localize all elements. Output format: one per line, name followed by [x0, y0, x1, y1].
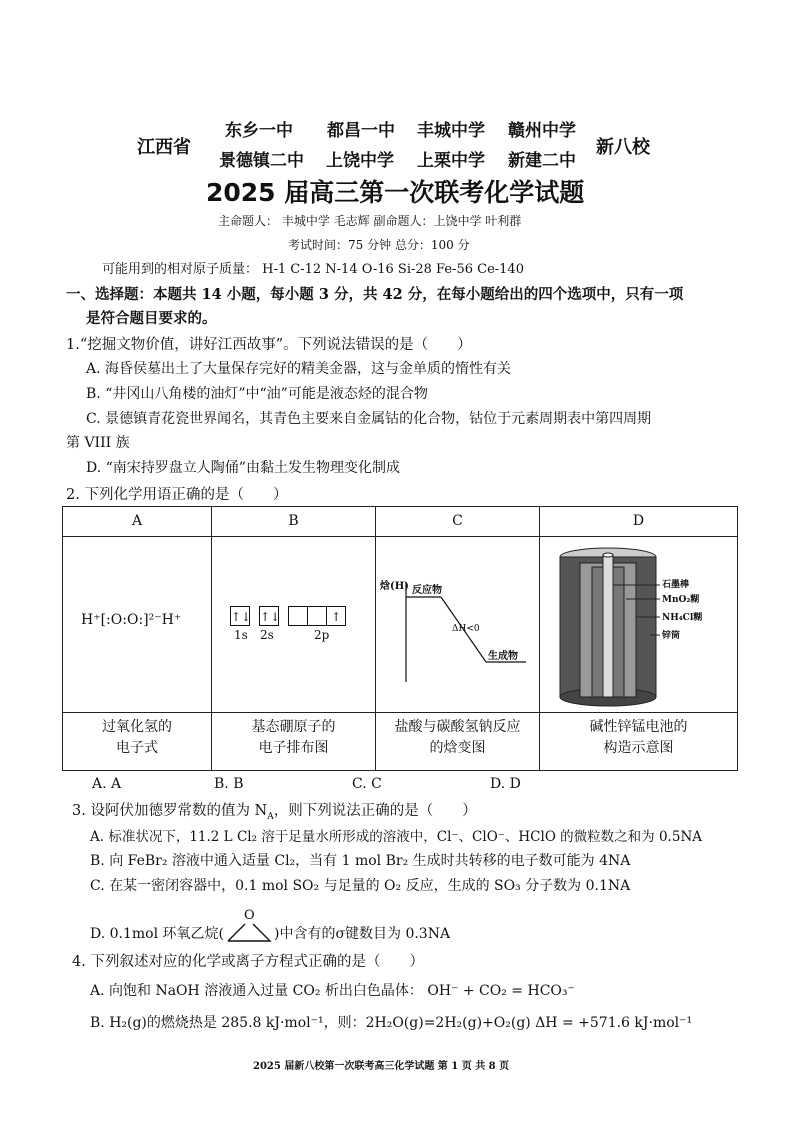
q2-answer-b: B. B — [214, 776, 244, 792]
label-1s: 1s — [234, 628, 248, 642]
school-3: 丰城中学 — [417, 121, 485, 141]
q2-figure-b — [212, 537, 376, 713]
orbital-2s: ↑↓ — [259, 606, 279, 626]
q2-caption-b — [212, 713, 376, 770]
section-heading-cont: 是符合题目要求的。 — [86, 310, 217, 327]
label-2p: 2p — [314, 628, 330, 642]
q3-option-d — [90, 908, 451, 944]
page-footer: 2025 届新八校第一次联考高三化学试题 第 1 页 共 8 页 — [253, 1061, 510, 1072]
nh4cl-paste-label: NH₄Cl糊 — [662, 613, 703, 623]
q3-option-c: C. 在某一密闭容器中，0.1 mol SO₂ 与足量的 O₂ 反应，生成的 SO₃ 分子数为 0.1NA — [90, 878, 631, 894]
q3-stem-sub: A — [267, 811, 274, 822]
q2-figure-d — [540, 537, 737, 713]
orbital-diagram — [230, 605, 346, 626]
enthalpy-axis-label: 焓(H) — [380, 581, 409, 592]
school-2: 都昌一中 — [327, 121, 395, 141]
q2-caption-d — [540, 713, 737, 770]
graphite-rod-label: 石墨棒 — [662, 580, 690, 590]
product-label: 生成物 — [488, 651, 518, 662]
q2-header-d: D — [540, 507, 737, 537]
q1-option-c-cont: 第 VIII 族 — [66, 435, 130, 451]
caption-b-line1: 基态硼原子的 — [251, 719, 336, 735]
q4-stem: 4. 下列叙述对应的化学或离子方程式正确的是（ ） — [72, 954, 424, 970]
caption-c-line1: 盐酸与碳酸氢钠反应 — [394, 719, 521, 735]
exam-info: 考试时间：75 分钟 总分：100 分 — [288, 238, 470, 252]
caption-a-line2: 电子式 — [116, 740, 158, 756]
q3-option-d-pre: D. 0.1mol 环氧乙烷( — [90, 926, 224, 942]
school-8: 新建二中 — [508, 151, 576, 171]
q2-caption-a — [63, 713, 212, 770]
battery-diagram — [540, 537, 737, 713]
alliance: 新八校 — [596, 137, 650, 158]
orbital-1s: ↑↓ — [230, 606, 250, 626]
school-5: 景德镇二中 — [219, 151, 304, 171]
q2-answer-c: C. C — [352, 776, 382, 792]
q2-figure-c — [376, 537, 540, 713]
caption-d-line2: 构造示意图 — [603, 740, 674, 756]
q3-option-d-post: )中含有的σ键数目为 0.3NA — [273, 926, 451, 942]
epoxide-structure — [224, 908, 274, 944]
atomic-masses: 可能用到的相对原子质量： H-1 C-12 N-14 O-16 Si-28 Fe-56 Ce-140 — [102, 262, 524, 277]
q2-answer-d: D. D — [490, 776, 521, 792]
q2-stem: 2. 下列化学用语正确的是（ ） — [66, 487, 288, 503]
q4-option-b: B. H₂(g)的燃烧热是 285.8 kJ·mol⁻¹，则：2H₂O(g)=2H₂(g)+O₂(g) ΔH = +571.6 kJ·mol⁻¹ — [90, 1015, 693, 1031]
q2-answer-a: A. A — [92, 776, 122, 792]
q3-option-a: A. 标准状况下，11.2 L Cl₂ 溶于足量水所形成的溶液中，Cl⁻、ClO⁻、HClO 的微粒数之和为 0.5NA — [90, 829, 703, 845]
orbital-2p-3: ↑ — [326, 606, 346, 626]
peroxide-formula: H⁺[:O:O:]²⁻H⁺ — [81, 612, 182, 628]
authors: 主命题人： 丰城中学 毛志辉 副命题人：上饶中学 叶利群 — [218, 214, 522, 228]
school-4: 赣州中学 — [508, 121, 576, 141]
section-heading: 一、选择题：本题共 14 小题，每小题 3 分，共 42 分，在每小题给出的四个选项中，只有一项 — [66, 286, 684, 303]
school-1: 东乡一中 — [225, 121, 293, 141]
caption-b-line2: 电子排布图 — [258, 740, 329, 756]
q1-option-a: A. 海昏侯墓出土了大量保存完好的精美金器，这与金单质的惰性有关 — [86, 361, 512, 377]
reactant-label: 反应物 — [412, 585, 442, 596]
province: 江西省 — [137, 137, 191, 158]
caption-c-line2: 的焓变图 — [429, 740, 486, 756]
q1-stem: 1.“挖掘文物价值，讲好江西故事”。下列说法错误的是（ ） — [66, 337, 472, 353]
q2-figure-a — [63, 537, 212, 713]
q3-option-b: B. 向 FeBr₂ 溶液中通入适量 Cl₂，当有 1 mol Br₂ 生成时共转移的电子数可能为 4NA — [90, 853, 631, 869]
q2-table — [62, 506, 738, 771]
mno2-paste-label: MnO₂糊 — [662, 595, 700, 605]
q4-option-a: A. 向饱和 NaOH 溶液通入过量 CO₂ 析出白色晶体： OH⁻ + CO₂ = HCO₃⁻ — [90, 983, 575, 999]
q2-header-a: A — [63, 507, 212, 537]
orbital-2p-1 — [288, 606, 308, 626]
q1-option-c: C. 景德镇青花瓷世界闻名，其青色主要来自金属钴的化合物，钴位于元素周期表中第四周期 — [86, 411, 652, 427]
school-7: 上栗中学 — [417, 151, 485, 171]
q1-option-d: D. “南宋持罗盘立人陶俑”由黏土发生物理变化制成 — [86, 460, 400, 476]
q2-header-b: B — [212, 507, 376, 537]
delta-h-label: ΔH<0 — [452, 624, 480, 634]
zinc-can-label: 锌筒 — [662, 631, 681, 641]
q1-option-b: B. “井冈山八角楼的油灯”中“油”可能是液态烃的混合物 — [86, 386, 428, 402]
label-2s: 2s — [260, 628, 274, 642]
caption-d-line1: 碱性锌锰电池的 — [589, 719, 688, 735]
q2-caption-c — [376, 713, 540, 770]
epoxide-oxygen: O — [243, 908, 255, 923]
caption-a-line1: 过氧化氢的 — [102, 719, 172, 735]
page-title: 2025 届高三第一次联考化学试题 — [206, 178, 585, 207]
q3-stem-text: 3. 设阿伏加德罗常数的值为 N — [72, 803, 268, 819]
orbital-2p-2 — [307, 606, 327, 626]
school-6: 上饶中学 — [326, 151, 394, 171]
q3-stem-tail: ，则下列说法正确的是（ ） — [273, 803, 477, 819]
q3-stem — [72, 799, 477, 822]
q2-header-c: C — [376, 507, 540, 537]
